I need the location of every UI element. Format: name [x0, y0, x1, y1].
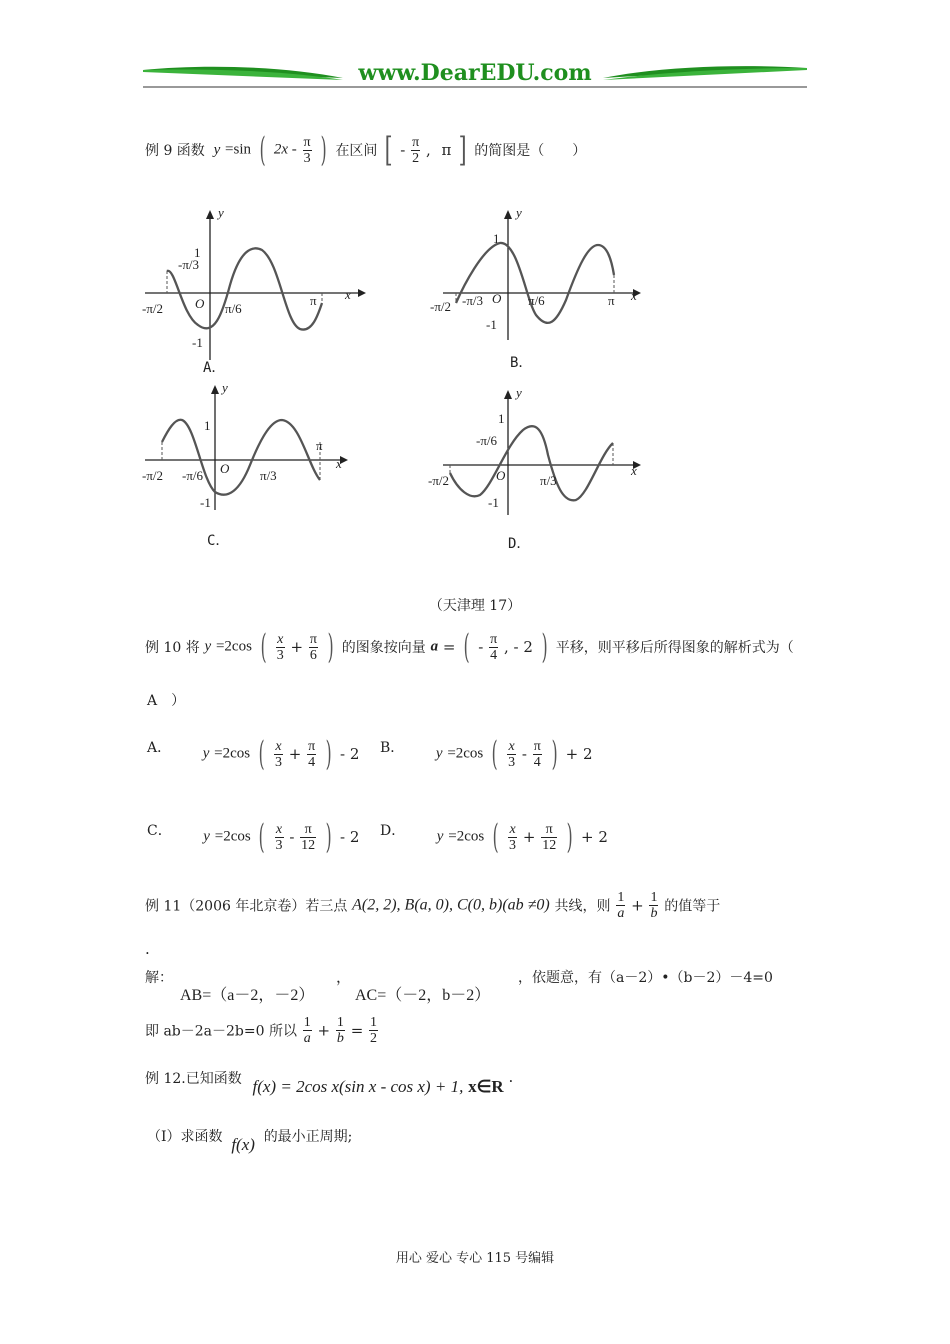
graph-a-x-label: x [345, 287, 351, 302]
ex9-pi-over-3 [303, 135, 312, 166]
example-10-question [145, 627, 794, 667]
graph-c-ym1: -1 [200, 495, 211, 510]
ex11-one-over-a [616, 890, 625, 921]
ex9-bracket-close: ] [458, 130, 467, 170]
graph-a-caption: A． [203, 360, 226, 376]
graph-d-y-arrow [504, 390, 512, 399]
ex9-bracket-open: [ [384, 130, 393, 170]
ex10-option-a-xn: x [275, 738, 282, 754]
graph-d-x-label: x [631, 463, 637, 478]
ex12-part1-tail: 的最小正周期; [263, 1129, 353, 1145]
ex10-paren-open: ( [260, 627, 267, 667]
ex10-option-a-pn: π [308, 738, 316, 754]
ex11-l2-f2d: b [336, 1031, 344, 1046]
ex10-vec-paren-open: ( [463, 627, 470, 667]
graph-d-caption: D． [508, 536, 531, 552]
graph-b-tick-neg-pi3: -π/3 [462, 293, 484, 308]
ex11-line2-f3 [369, 1015, 378, 1046]
graph-c-tick-neg-pi6: -π/6 [182, 468, 204, 483]
ex11-vector-ac: AC=（－2，b－2） [355, 987, 491, 1004]
ex10-option-a-after: - 2 [339, 745, 360, 763]
graph-a-y-label: y [218, 205, 224, 220]
example-9-question [145, 130, 587, 170]
ex10-vec-paren-close: ) [541, 627, 548, 667]
graph-c-origin: O [220, 461, 230, 476]
ex10-option-b [380, 734, 593, 774]
ex10-option-d-after: + 2 [581, 828, 608, 846]
ex9-inner-arg: 2x - [273, 141, 297, 158]
graph-c-tick-pi: π [316, 438, 323, 453]
ex10-option-c-cos: =2cos [214, 828, 251, 845]
ex9-pi-over-2 [411, 135, 420, 166]
ex10-option-c-open: ( [259, 817, 266, 857]
ex10-option-b-open: ( [491, 734, 498, 774]
ex10-option-b-close: ) [551, 734, 558, 774]
ex10-option-d-label: D． [380, 823, 406, 839]
ex10-option-d-x3 [508, 822, 517, 853]
ex10-pi-over-4 [489, 632, 498, 663]
graph-a-origin: O [195, 296, 205, 311]
ex10-option-c-xd: 3 [275, 837, 283, 853]
ex10-option-d-xd: 3 [509, 837, 517, 853]
ex9-tail: 的简图是（ ） [474, 143, 587, 159]
graph-b-tick-neg-pi2: -π/2 [430, 299, 452, 314]
ex9-frac2-num: π [412, 134, 420, 150]
ex10-option-d-op: + [522, 828, 536, 846]
ex10-pi-over-6 [309, 632, 318, 663]
graph-a-ym1: -1 [192, 335, 203, 350]
ex11-line2-f2 [336, 1015, 345, 1046]
ex10-option-c-x3 [275, 822, 284, 853]
ex10-pinum: π [309, 631, 317, 647]
ex10-vec-minus: - [478, 638, 484, 656]
ex10-option-b-xd: 3 [508, 754, 516, 770]
graph-a-y-arrow [206, 210, 214, 219]
ex10-label: 例 10 将 [145, 640, 200, 656]
graph-b [428, 205, 658, 380]
ex10-option-c-xn: x [275, 821, 283, 837]
ex12-part1-label: （Ⅰ）求函数 [147, 1129, 223, 1145]
ex12-formula: f(x) = 2cos x(sin x - cos x) + 1, [252, 1077, 464, 1096]
ex10-option-a [147, 734, 360, 774]
ex11-label: 例 11（2006 年北京卷）若三点 [145, 898, 348, 915]
graph-c-y1: 1 [204, 418, 211, 433]
ex9-comma: , [425, 141, 431, 159]
ex11-dot: . [145, 940, 150, 958]
ex10-option-b-xn: x [508, 738, 515, 754]
ex10-option-a-pi [307, 739, 316, 770]
ex10-option-a-close: ) [325, 734, 332, 774]
ex12-domain: x∈R [468, 1077, 504, 1096]
ex10-option-a-x3 [274, 739, 283, 770]
ex9-frac-num: π [303, 134, 311, 150]
ex10-plus: + [290, 638, 304, 656]
ex9-sin: =sin [225, 141, 252, 158]
ex10-option-b-cos: =2cos [447, 745, 484, 762]
ex11-line2-eq: = [350, 1021, 364, 1040]
ex10-option-c [147, 817, 360, 857]
ex10-option-d-close: ) [566, 817, 573, 857]
ex11-f2d: b [650, 906, 658, 921]
ex10-option-c-op: - [289, 828, 295, 846]
ex9-paren-close: ) [321, 130, 328, 170]
example-12-question [145, 1068, 513, 1097]
ex11-line2-plus: + [317, 1021, 331, 1040]
ex10-option-b-label: B． [380, 740, 405, 756]
graph-b-tick-pi: π [608, 293, 615, 308]
ex10-option-b-pd: 4 [533, 754, 541, 770]
ex10-vec-tail: , - 2 [503, 638, 533, 656]
ex10-vec-num: π [490, 631, 498, 647]
graph-c [140, 380, 370, 520]
graph-a-tick-pi: π [310, 293, 317, 308]
graph-d-tick-pi3: π/3 [540, 473, 557, 488]
graph-b-x-label: x [631, 288, 637, 303]
ex10-xnum: x [277, 631, 284, 647]
ex10-answer: A ） [147, 693, 186, 709]
ex11-l2-f3n: 1 [370, 1015, 378, 1030]
graph-c-curve [162, 420, 320, 495]
ex10-option-a-cos: =2cos [214, 745, 251, 762]
ex10-option-d-pn: π [541, 822, 557, 838]
graph-b-origin: O [492, 291, 502, 306]
ex9-label: 例 9 函数 [145, 143, 205, 159]
ex10-option-a-xd: 3 [274, 754, 282, 770]
graph-a-x-arrow [358, 289, 366, 297]
ex10-option-b-x3 [507, 739, 516, 770]
header-banner [143, 60, 807, 92]
ex12-label: 例 12.已知函数 [145, 1071, 242, 1087]
ex11-comma: ， [336, 968, 352, 986]
ex11-line2-text: 即 ab－2a－2b=0 所以 [145, 1023, 297, 1040]
ex11-l2-f1n: 1 [303, 1015, 311, 1030]
graph-d-ym1: -1 [488, 495, 499, 510]
ex10-option-d-cos: =2cos [448, 828, 485, 845]
graph-c-caption: C． [207, 533, 230, 549]
ex11-condition: ，依题意，有（a－2）•（b－2）－4=0 [518, 970, 773, 986]
graph-a-tick-pi6: π/6 [225, 301, 242, 316]
ex9-interval-text: 在区间 [335, 143, 378, 159]
ex11-f2n: 1 [650, 890, 658, 905]
ex11-line2-f1 [303, 1015, 312, 1046]
ex10-eq2: = [442, 638, 456, 656]
ex10-option-b-y: y [435, 745, 443, 762]
graph-a [140, 205, 370, 380]
ex10-option-c-label: C． [147, 823, 172, 839]
ex9-minus: - [400, 141, 406, 159]
ex10-x-over-3 [276, 632, 285, 663]
graph-a-tick-neg-pi3: -π/3 [178, 257, 200, 272]
ex9-frac-den: 3 [303, 150, 311, 166]
ex10-tail: 平移，则平移后所得图象的解析式为（ [555, 640, 794, 656]
graph-b-caption: B． [510, 355, 533, 371]
ex11-one-over-b [649, 890, 658, 921]
ex10-option-a-op: + [288, 745, 302, 763]
ex10-option-b-after: + 2 [565, 745, 593, 763]
graph-d-y1: 1 [498, 411, 505, 426]
source-note: （天津理 17） [428, 598, 522, 614]
ex11-line2 [145, 1015, 379, 1046]
ex10-y: y [204, 638, 212, 655]
ex10-option-d [380, 817, 608, 857]
example-11-question [145, 890, 720, 921]
ex10-vector-a: a [430, 638, 439, 655]
graph-c-tick-neg-pi2: -π/2 [142, 468, 164, 483]
ex10-mid: 的图象按向量 [341, 640, 426, 656]
graph-c-y-label: y [222, 380, 228, 395]
graph-d [428, 385, 658, 525]
graph-b-y1: 1 [493, 231, 500, 246]
ex10-option-b-pi [533, 739, 542, 770]
ex10-option-a-y: y [202, 745, 210, 762]
page-footer: 用心 爱心 专心 115 号编辑 [395, 1251, 555, 1266]
ex11-collinear: 共线，则 [554, 898, 611, 915]
ex9-y: y [213, 141, 221, 158]
graph-c-tick-pi3: π/3 [260, 468, 277, 483]
graph-a-y1: 1 [194, 245, 201, 260]
ex11-l2-f1d: a [303, 1031, 311, 1046]
ex9-paren-open: ( [259, 130, 266, 170]
ex9-pi-end: π [441, 141, 452, 159]
ex10-option-c-pd: 12 [301, 837, 316, 853]
ex11-points: A(2, 2), B(a, 0), C(0, b)(ab ≠0) [352, 896, 550, 914]
graph-b-tick-pi6: π/6 [528, 293, 545, 308]
ex11-l2-f3d: 2 [370, 1031, 378, 1046]
ex11-solution-label: 解： [145, 970, 173, 986]
graph-c-x-label: x [336, 456, 342, 471]
ex11-tail: 的值等于 [664, 898, 721, 915]
graph-b-ym1: -1 [486, 317, 497, 332]
site-logo-text: www.DearEDU.com [358, 60, 592, 86]
ex10-xden: 3 [276, 647, 284, 663]
ex10-option-c-pn: π [300, 822, 316, 838]
graph-d-tick-neg-pi2: -π/2 [428, 473, 450, 488]
ex10-option-c-pi [300, 822, 316, 853]
graph-a-tick-neg-pi2: -π/2 [142, 301, 164, 316]
ex12-part-1 [147, 1126, 352, 1155]
ex11-f1n: 1 [617, 890, 625, 905]
ex10-option-a-label: A． [147, 740, 172, 756]
ex11-f1d: a [617, 906, 625, 921]
ex10-option-c-after: - 2 [340, 828, 360, 846]
ex11-plus: + [631, 896, 644, 915]
ex10-option-d-pd: 12 [542, 837, 557, 853]
ex10-option-a-open: ( [258, 734, 265, 774]
ex10-piden: 6 [309, 647, 317, 663]
graph-d-curve [450, 426, 613, 500]
ex10-option-c-y: y [203, 828, 210, 845]
ex10-vec-den: 4 [490, 647, 498, 663]
ex12-part1-fx: f(x) [231, 1135, 255, 1154]
ex11-l2-f2n: 1 [336, 1015, 344, 1030]
graph-b-y-arrow [504, 210, 512, 219]
ex10-option-d-open: ( [492, 817, 499, 857]
ex12-end: . [508, 1068, 514, 1086]
ex10-cos: =2cos [215, 638, 252, 655]
ex9-frac2-den: 2 [412, 150, 420, 166]
ex10-paren-close: ) [327, 627, 334, 667]
ex10-option-d-y: y [436, 828, 444, 845]
ex10-option-c-close: ) [325, 817, 332, 857]
ex10-option-b-op: - [521, 745, 527, 763]
graph-b-y-label: y [516, 205, 522, 220]
graph-d-y-label: y [516, 385, 522, 400]
graph-d-tick-neg-pi6: -π/6 [476, 433, 498, 448]
graph-c-y-arrow [211, 385, 219, 394]
ex11-vector-ab: AB=（a－2，－2） [180, 987, 315, 1004]
ex10-option-b-pn: π [533, 738, 541, 754]
graph-b-curve [456, 243, 614, 323]
ex10-option-d-pi [541, 822, 557, 853]
ex10-option-d-xn: x [509, 821, 516, 837]
graph-d-origin: O [496, 468, 506, 483]
ex10-option-a-pd: 4 [308, 754, 316, 770]
